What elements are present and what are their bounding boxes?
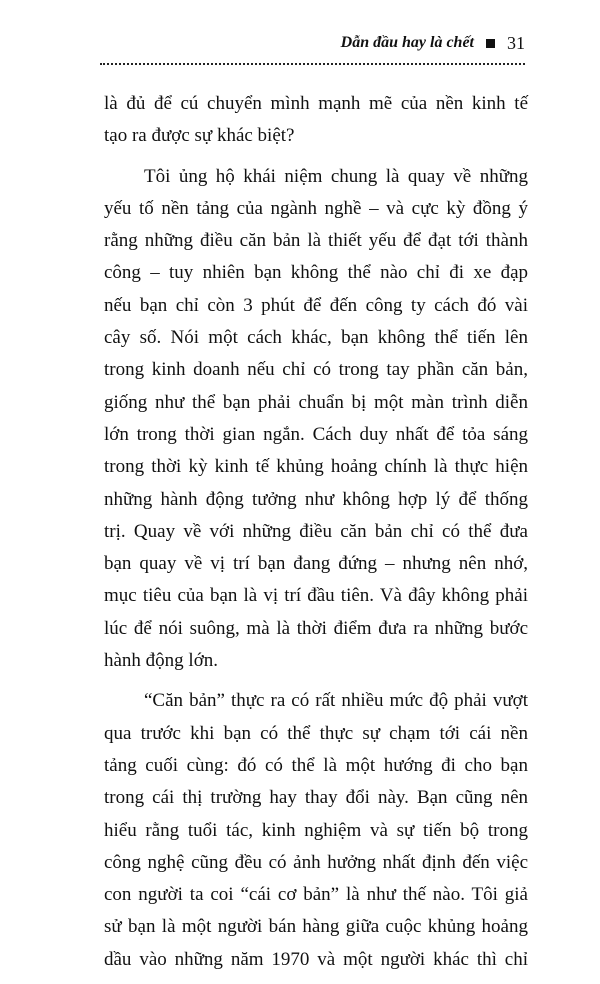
text-line: Tôi ủng hộ khái niệm chung là quay về những [144, 165, 528, 187]
text-line: con người ta coi “cái cơ bản” là như thế nào. Tôi giả [104, 884, 528, 906]
body-text [104, 88, 528, 984]
running-title: Dẫn đầu hay là chết [340, 34, 474, 51]
header-square-bullet-icon [486, 39, 495, 48]
paragraph [104, 161, 528, 678]
paragraph [104, 685, 528, 976]
text-line: những hành động tưởng như không hợp lý để thống [104, 488, 528, 510]
text-line: là đủ để cú chuyển mình mạnh mẽ của nền kinh tế [104, 93, 528, 114]
text-line: hành động lớn. [104, 650, 219, 672]
text-line: yếu tố nền tảng của ngành nghề – và cực kỳ đồng ý [104, 197, 528, 219]
text-line: công nghệ cũng đều có ảnh hưởng nhất định đến việc [104, 851, 528, 873]
text-line: trong thời kỳ kinh tế khủng hoảng chính là thực hiện [104, 456, 528, 478]
text-line: trong cái thị trường hay thay đổi này. Bạn cũng nên [104, 787, 528, 809]
text-line: sử bạn là một người bán hàng giữa cuộc khủng hoảng [104, 916, 528, 938]
text-line: trong kinh doanh nếu chỉ có trong tay phần căn bản, [104, 359, 528, 381]
text-line: rằng những điều căn bản là thiết yếu để đạt tới thành [104, 230, 528, 252]
text-line: trị. Quay về với những điều căn bản chỉ có thể đưa [104, 520, 528, 542]
text-line: lớn trong thời gian ngắn. Cách duy nhất để tỏa sáng [104, 423, 528, 445]
text-line: tạo ra được sự khác biệt? [104, 125, 295, 147]
text-line: qua trước khi bạn có thể thực sự chạm tới cái nền [104, 722, 528, 744]
text-line: mục tiêu của bạn là vị trí đầu tiên. Và đây không phải [104, 585, 528, 607]
text-line: “Căn bản” thực ra có rất nhiều mức độ phải vượt [144, 690, 528, 712]
text-line: giống như thể bạn phải chuẩn bị một màn trình diễn [104, 391, 528, 413]
paragraph [104, 88, 528, 153]
text-line: hiểu rằng tuổi tác, kinh nghiệm và sự tiến bộ trong [104, 819, 528, 841]
header-dotted-rule [100, 63, 525, 65]
text-line: tảng cuối cùng: đó có thể là một hướng đi cho bạn [104, 754, 528, 776]
page-number: 31 [507, 32, 525, 53]
running-header [100, 30, 525, 56]
text-line: dầu vào những năm 1970 và một người khác thì chỉ [104, 948, 528, 970]
text-line: lúc để nói suông, mà là thời điểm đưa ra những bước [104, 617, 528, 639]
text-line: cây số. Nói một cách khác, bạn không thể tiến lên [104, 327, 528, 349]
text-line: bạn quay về vị trí bạn đang đứng – nhưng nên nhớ, [104, 553, 528, 575]
text-line: công – tuy nhiên bạn không thể nào chỉ đi xe đạp [104, 262, 528, 284]
text-line: nếu bạn chỉ còn 3 phút để đến công ty cách đó vài [104, 294, 528, 316]
